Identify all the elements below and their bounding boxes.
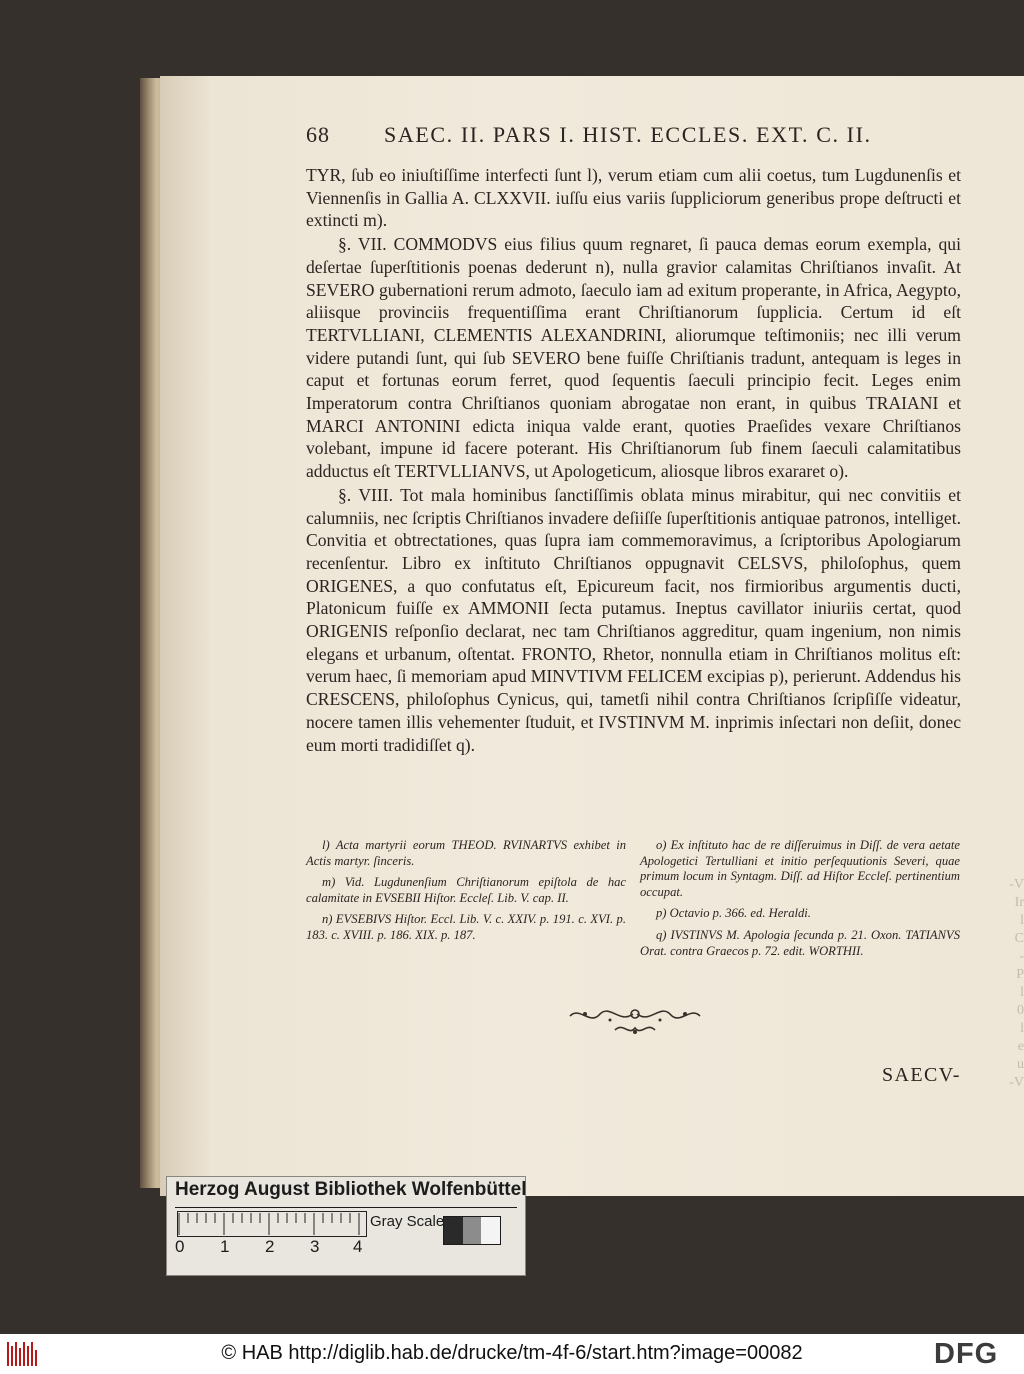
footnote-l: l) Acta martyrii eorum THEOD. RVINARTVS exhibet in Actis martyr. ſinceris. (306, 838, 626, 868)
running-title: SAEC. II. PARS I. HIST. ECCLES. EXT. C. II. (384, 122, 872, 147)
gray-scale-swatch (443, 1216, 501, 1245)
library-name: Herzog August Bibliothek Wolfenbüttel (175, 1179, 517, 1208)
scale-ruler-icon (177, 1211, 367, 1237)
paragraph-section-8: §. VIII. Tot mala hominibus ſanctiſſimis oblata minus mirabitur, qui nec convitiis et calumniis, nec ſcriptis Chriſtianos invadere deſiiſſe ſuperſtitionis antiquae patronos, intelliget. Convitia et obtrectationes, quas ſupra iam commemoravimus, a ſcriptoribus Apologiarum recenſentur. Libro ex inſtituto Chriſtianos oppugnavit CELSVS, philoſophus, quem ORIGENES, a quo confutatus eſt, Epicureum facit, nos firmioribus argumentis ducti, Platonicum fuiſſe ex AMMONII ſecta putamus. Ineptus cavillator iniuriis certat, quod ORIGENIS reſponſio declarat, nec tam Chriſtianos aggreditur, quam ingenium, non nimis elegans et urbanum, oſtentat. FRONTO, Rhetor, nonnulla etiam in Chriſtianos molitus eſt: verum haec, ſi memoriam apud MINVTIVM FELICEM excipias p), perierunt. Addendus his CRESCENS, philoſophus Cynicus, qui, tametſi nihil contra Chriſtianos ſcripſiſſe videatur, nocere tamen illis vehementer ſtuduit, et IVSTINVM M. inprimis inſectari non deſiit, donec eum morti tradidiſſet q). (306, 484, 961, 755)
paragraph-section-7: §. VII. COMMODVS eius filius quum regnaret, ſi pauca demas eorum exempla, qui deſertae ſuperſtitionis poenas dederunt n), nulla gravior calamitas Chriſtianos invaſit. At SEVERO gubernationi rerum admoto, ſaeculo iam ad exitum properante, in Africa, Aegypto, aliisque provinciis frequentiſſima erant Chriſtianorum ſupplicia. Certum id eſt TERTVLLIANI, CLEMENTIS ALEXANDRINI, aliorumque teſtimoniis; nec illi verum videre putandi ſunt, qui ſub SEVERO bene fuiſſe Chriſtianis tradunt, antequam is leges in caput et fortunas eorum ferret, quod ſequentis ſaeculi principio fecit. Leges enim Imperatorum contra Chriſtianos quoniam abrogatae non erant, in quibus TRAIANI et MARCI ANTONINI edicta iniqua valde erant, quoties Praeſides vexare Chriſtianos volebant, impune id facere poterant. His Chriſtianorum ſub finem ſaeculi calamitatibus adductus eſt TERTVLLIANVS, ut Apologeticum, aliosque libros exararet o). (306, 234, 961, 482)
dfg-logo: DFG (934, 1338, 999, 1370)
catchword: SAECV- (882, 1064, 961, 1086)
footnote-q: q) IVSTINVS M. Apologia ſecunda p. 21. Oxon. TATIANVS Orat. contra Graecos p. 72. edit. WORTHII. (640, 927, 960, 958)
page-header (306, 122, 1024, 156)
gray-scale-label: Gray Scale (370, 1213, 445, 1230)
swatch-dark (444, 1217, 463, 1244)
book-page (160, 76, 1024, 1196)
scale-number-0: 0 (175, 1237, 185, 1256)
paragraph-continuation: TYR, ſub eo iniuſtiſſime interfecti ſunt l), verum etiam cum alii coetus, tum Lugdunenſis et Viennenſis in Gallia A. CLXXVII. iuſſu eius variis ſuppliciorum generibus prope deſtructi et extincti m). (306, 165, 961, 231)
copyright-url[interactable]: © HAB http://diglib.hab.de/drucke/tm-4f-6/start.htm?image=00082 (221, 1342, 803, 1364)
viewer-footer (0, 1334, 1024, 1374)
footnote-p: p) Octavio p. 366. ed. Heraldi. (656, 906, 811, 921)
page-number: 68 (306, 122, 330, 147)
footnote-m: m) Vid. Lugdunenſium Chriſtianorum epiſtola de hac calamitate in EVSEBII Hiſtor. Eccleſ. Lib. V. cap. II. (306, 875, 626, 905)
scale-number-2: 2 (265, 1237, 275, 1256)
footnote-n: n) EVSEBIVS Hiſtor. Eccl. Lib. V. c. XXIV. p. 191. c. XVI. p. 183. c. XVIII. p. 186. XIX. p. 187. (306, 912, 626, 942)
swatch-light (481, 1217, 500, 1244)
library-scan-tag (166, 1176, 526, 1276)
scale-number-4: 4 (353, 1237, 363, 1256)
swatch-mid (463, 1217, 482, 1244)
footnotes-left-column (306, 838, 626, 950)
footnote-o: o) Ex inſtituto hac de re diſſeruimus in Diſſ. de vera aetate Apologetici Tertulliani et initio perſequutionis Severi, quae primum locum in Syntagm. Diſſ. ad Hiſtor Eccleſ. pertinentium occupat. (640, 838, 960, 899)
typographic-ornament-icon (565, 1002, 705, 1038)
bleed-through-text: -V Ir l C - P l 0 l e u -V (1009, 877, 1024, 1090)
scale-number-1: 1 (220, 1237, 230, 1256)
main-text (306, 164, 961, 756)
footnotes-right-column (640, 838, 960, 965)
scale-number-3: 3 (310, 1237, 320, 1256)
